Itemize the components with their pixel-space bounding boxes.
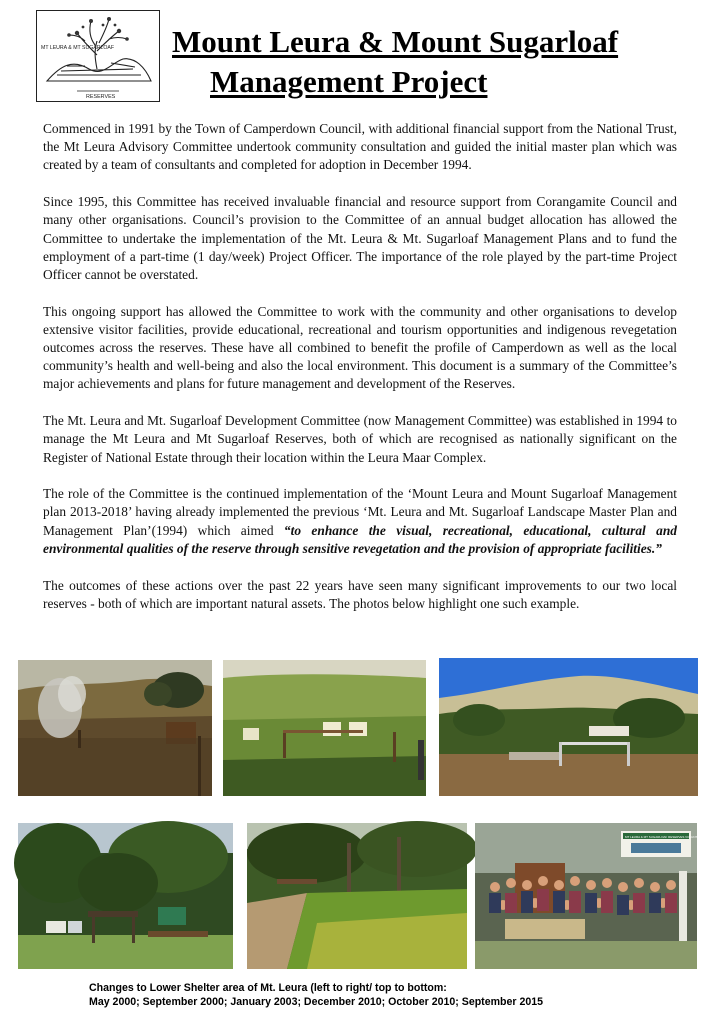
caption-line-2: May 2000; September 2000; January 2003; December 2010; October 2010; September 2015 xyxy=(89,996,544,1008)
plan-aim-quote: “to enhance the visual, recreational, educational, cultural and environmental qualities of the reserve through sensitive revegetation and the provision of appropriate facilities.” xyxy=(43,522,678,556)
title-line-1: Mount Leura & Mount Sugarloaf xyxy=(172,24,619,59)
paragraph-6: The outcomes of these actions over the past 22 years have seen many significant improvements to our two local reserves - both of which are important natural assets. The photos below highlight one such example. xyxy=(43,577,677,611)
photo-caption xyxy=(89,981,543,1009)
photo-september-2015 xyxy=(475,823,717,969)
paragraph-2: Since 1995, this Committee has received invaluable financial and resource support from Corangamite Council and many other organisations. Council’s provision to the Committee of an annual budget allocation has allowed the Committee to undertake the implementation of the Mt. Leura & Mt. Sugarloaf Management Plans and to fund the employment of a part-time (1 day/week) Project Officer. The importance of the role played by the part-time Project Officer cannot be overstated. xyxy=(43,194,677,282)
paragraph-5 xyxy=(43,485,677,558)
caption-line-1: Changes to Lower Shelter area of Mt. Leura (left to right/ top to bottom: xyxy=(89,982,447,994)
photo-may-2000 xyxy=(18,660,212,796)
paragraph-5-text: The role of the Committee is the continued implementation of the ‘Mount Leura and Mount Sugarloaf Management plan 2013-2018’ having already implemented the previous ‘Mt. Leura and Mt. Sugarloaf Landscape Master Plan and Management Plan’(1994) which aimed xyxy=(43,486,677,538)
svg-text:RESERVES: RESERVES xyxy=(86,94,116,100)
paragraph-1: Commenced in 1991 by the Town of Camperdown Council, with additional financial support from the National Trust, the Mt Leura Advisory Committee undertook community consultation and guided the initial master plan which was created by a team of consultants and completed for adoption in December 1994. xyxy=(43,121,677,173)
svg-text:MT LEURA & MT SUGARLOAF: MT LEURA & MT SUGARLOAF xyxy=(41,45,115,51)
page-title xyxy=(172,22,692,102)
photo-january-2003 xyxy=(439,658,698,796)
photo-october-2010 xyxy=(247,823,467,969)
title-line-2: Management Project xyxy=(210,64,488,99)
paragraph-3: This ongoing support has allowed the Committee to work with the community and other organisations to develop extensive visitor facilities, provide educational, recreational and tourism opportunities and indigenous revegetation outcomes across the reserves. These have all combined to benefit the profile of Camperdown as well as the local community’s health and well-being and also the local environment. This document is a summary of the Committee’s major achievements and plans for future management and development of the Reserves. xyxy=(43,303,677,392)
svg-text:MT LEURA & MT SUGARLOAF RESERV: MT LEURA & MT SUGARLOAF RESERVES VOLUNTEER CENTRE xyxy=(625,835,717,839)
reserves-logo xyxy=(36,10,160,102)
body-text xyxy=(43,120,677,631)
paragraph-4: The Mt. Leura and Mt. Sugarloaf Development Committee (now Management Committee) was established in 1994 to manage the Mt Leura and Mt Sugarloaf Reserves, both of which are recognised as nationally significant on the Register of National Estate through their location within the Leura Maar Complex. xyxy=(43,413,677,465)
photo-december-2010 xyxy=(18,823,233,969)
photo-september-2000 xyxy=(223,660,426,796)
